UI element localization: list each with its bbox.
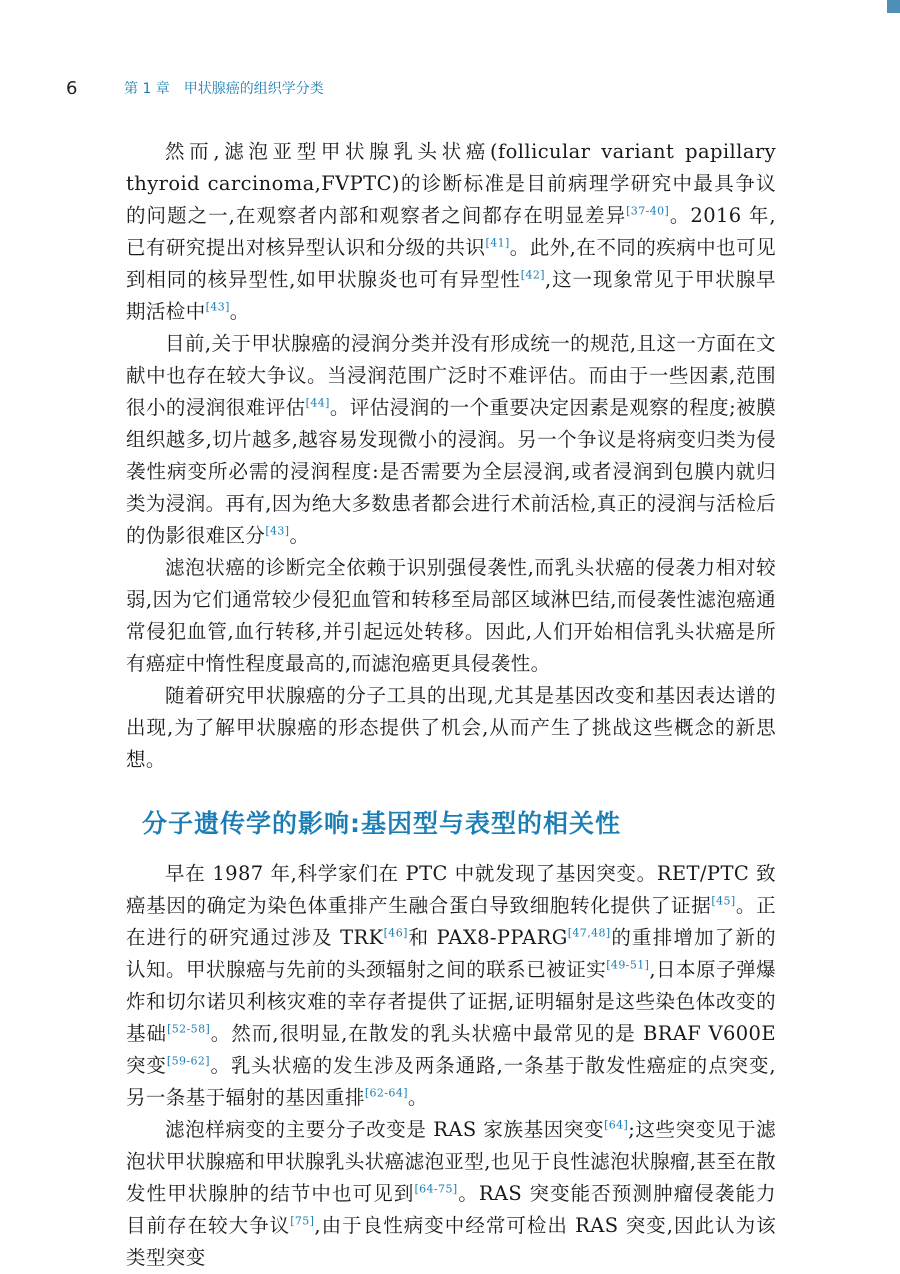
citation-ref: [64-75]	[414, 1182, 458, 1196]
citation-ref: [41]	[485, 236, 510, 250]
citation-ref: [64]	[604, 1118, 629, 1132]
citation-ref: [37-40]	[626, 204, 670, 218]
running-head	[66, 76, 324, 100]
citation-ref: [42]	[520, 268, 545, 282]
citation-ref: [43]	[205, 300, 230, 314]
paragraph: 早在 1987 年,科学家们在 PTC 中就发现了基因突变。RET/PTC 致癌基因的确定为染色体重排产生融合蛋白导致细胞转化提供了证据[45]。正在进行的研究通过涉及 TRK[46]和 PAX8-PPARG[47,48]的重排增加了新的认知。甲状腺癌与先前的头颈辐射之间的联系已被证实[49-51],日本原子弹爆炸和切尔诺贝利核灾难的幸存者提供了证据,证明辐射是这些染色体改变的基础[52-58]。然而,很明显,在散发的乳头状癌中最常见的是 BRAF V600E 突变[59-62]。乳头状癌的发生涉及两条通路,一条基于散发性癌症的点突变,另一条基于辐射的基因重排[62-64]。	[126, 862, 777, 1109]
citation-ref: [59-62]	[166, 1054, 210, 1068]
section-heading: 分子遗传学的影响:基因型与表型的相关性	[142, 809, 621, 838]
citation-ref: [46]	[383, 926, 408, 940]
citation-ref: [52-58]	[167, 1022, 211, 1036]
paragraph: 滤泡状癌的诊断完全依赖于识别强侵袭性,而乳头状癌的侵袭力相对较弱,因为它们通常较少侵犯血管和转移至局部区域淋巴结,而侵袭性滤泡癌通常侵犯血管,血行转移,并引起远处转移。因此,人们开始相信乳头状癌是所有癌症中惰性程度最高的,而滤泡癌更具侵袭性。	[126, 556, 776, 675]
paragraph: 目前,关于甲状腺癌的浸润分类并没有形成统一的规范,且这一方面在文献中也存在较大争议。当浸润范围广泛时不难评估。而由于一些因素,范围很小的浸润很难评估[44]。评估浸润的一个重要决定因素是观察的程度;被膜组织越多,切片越多,越容易发现微小的浸润。另一个争议是将病变归类为侵袭性病变所必需的浸润程度:是否需要为全层浸润,或者浸润到包膜内就归类为浸润。再有,因为绝大多数患者都会进行术前活检,真正的浸润与活检后的伪影很难区分[43]。	[126, 332, 776, 547]
corner-tab	[887, 0, 900, 13]
citation-ref: [45]	[711, 894, 736, 908]
citation-ref: [49-51]	[606, 958, 650, 972]
page-number: 6	[66, 77, 78, 99]
paragraph: 随着研究甲状腺癌的分子工具的出现,尤其是基因改变和基因表达谱的出现,为了解甲状腺癌的形态提供了机会,从而产生了挑战这些概念的新思想。	[126, 684, 776, 771]
paragraph: 滤泡样病变的主要分子改变是 RAS 家族基因突变[64];这些突变见于滤泡状甲状腺癌和甲状腺乳头状癌滤泡亚型,也见于良性滤泡状腺瘤,甚至在散发性甲状腺肿的结节中也可见到[64-75]。RAS 突变能否预测肿瘤侵袭能力目前存在较大争议[75],由于良性病变中经常可检出 RAS 突变,因此认为该类型突变	[126, 1118, 776, 1269]
citation-ref: [47,48]	[567, 926, 611, 940]
citation-ref: [43]	[265, 524, 290, 538]
citation-ref: [44]	[305, 396, 330, 410]
citation-ref: [75]	[290, 1214, 315, 1228]
page-body	[126, 136, 776, 1274]
citation-ref: [62-64]	[364, 1086, 408, 1100]
paragraph: 然而,滤泡亚型甲状腺乳头状癌(follicular variant papillary thyroid carcinoma,FVPTC)的诊断标准是目前病理学研究中最具争议的问题之一,在观察者内部和观察者之间都存在明显差异[37-40]。2016 年,已有研究提出对核异型认识和分级的共识[41]。此外,在不同的疾病中也可见到相同的核异型性,如甲状腺炎也可有异型性[42],这一现象常见于甲状腺早期活检中[43]。	[126, 140, 777, 323]
chapter-title: 第 1 章 甲状腺癌的组织学分类	[124, 81, 324, 97]
